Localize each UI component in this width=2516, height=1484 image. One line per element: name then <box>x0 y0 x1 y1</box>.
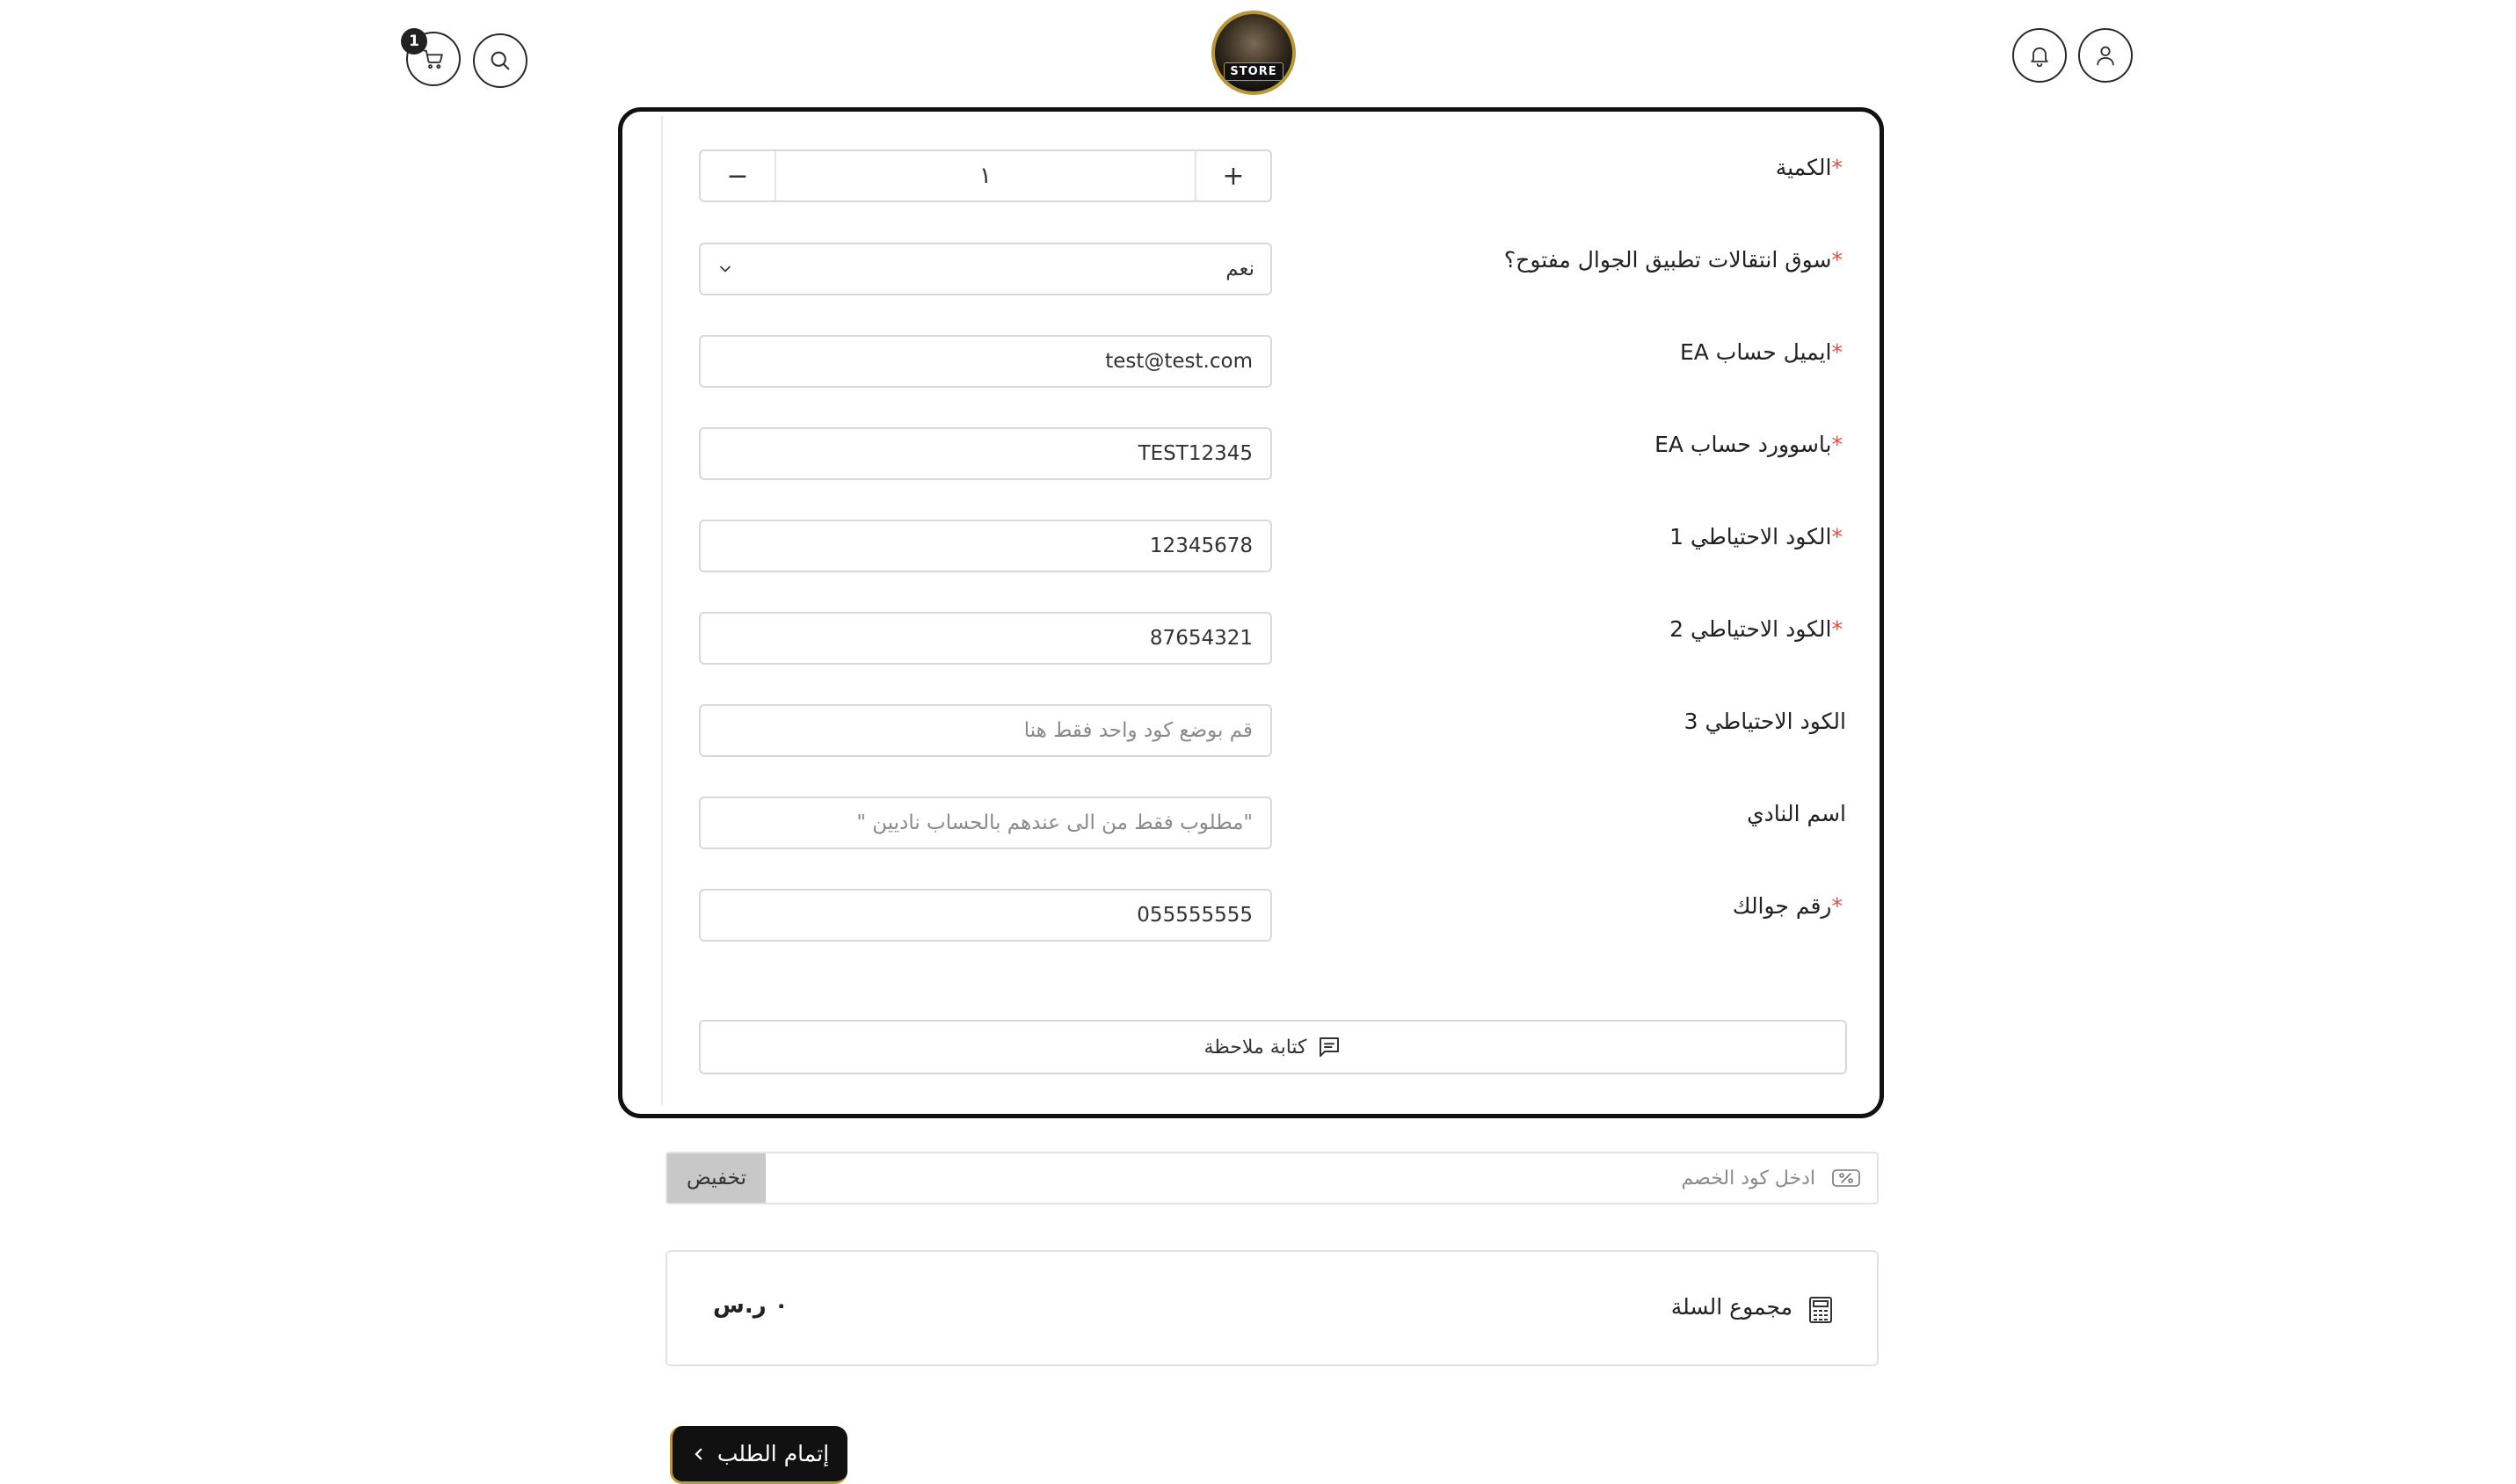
ea-password-label: *باسوورد حساب EA <box>1654 432 1843 457</box>
cart-count-badge: 1 <box>401 28 427 55</box>
cart-button[interactable] <box>406 32 461 86</box>
backup-code-2-label: *الكود الاحتياطي 2 <box>1669 616 1843 642</box>
market-open-select[interactable] <box>699 243 1272 295</box>
logo-text: STORE <box>1224 62 1283 81</box>
ea-email-label: *ايميل حساب EA <box>1679 339 1843 365</box>
search-icon <box>488 48 513 73</box>
apply-coupon-button[interactable]: تخفيض <box>667 1153 766 1203</box>
market-open-value: نعم <box>1225 258 1254 280</box>
calculator-icon <box>1808 1296 1833 1324</box>
cart-total-box <box>665 1250 1879 1366</box>
coupon-input[interactable] <box>766 1153 1877 1203</box>
cart-total-label: مجموع السلة <box>1670 1294 1792 1320</box>
divider <box>661 116 663 1105</box>
search-button[interactable] <box>473 33 527 88</box>
store-logo[interactable] <box>1211 11 1296 95</box>
cart-total-value: ٠ ر.س <box>713 1292 789 1319</box>
required-mark: * <box>1831 616 1843 642</box>
comment-icon <box>1316 1034 1342 1060</box>
increment-button[interactable]: + <box>1222 160 1245 192</box>
phone-field[interactable] <box>699 889 1272 942</box>
backup-code-3-label: الكود الاحتياطي 3 <box>1683 709 1846 734</box>
user-icon <box>2093 43 2118 68</box>
backup-code-1-field[interactable] <box>699 520 1272 572</box>
required-mark: * <box>1831 247 1843 273</box>
checkout-label: إتمام الطلب <box>716 1441 830 1466</box>
required-mark: * <box>1831 893 1843 919</box>
coupon-box <box>665 1152 1879 1204</box>
quantity-value[interactable]: ١ <box>774 151 1196 200</box>
add-note-label: كتابة ملاحظة <box>1203 1036 1307 1058</box>
phone-label: *رقم جوالك <box>1732 893 1843 919</box>
quantity-label: *الكمية <box>1775 155 1843 180</box>
backup-code-2-field[interactable] <box>699 612 1272 665</box>
market-open-label: *سوق انتقالات تطبيق الجوال مفتوح؟ <box>1503 247 1843 273</box>
required-mark: * <box>1831 432 1843 457</box>
notifications-button[interactable] <box>2012 28 2067 83</box>
required-mark: * <box>1831 524 1843 549</box>
required-mark: * <box>1831 155 1843 180</box>
decrement-button[interactable]: − <box>726 160 749 192</box>
ea-password-field[interactable] <box>699 427 1272 480</box>
club-name-label: اسم النادي <box>1747 801 1846 826</box>
quantity-stepper[interactable] <box>699 149 1272 202</box>
add-note-button[interactable] <box>699 1020 1847 1074</box>
club-name-field[interactable] <box>699 797 1272 849</box>
chevron-down-icon <box>716 260 734 278</box>
backup-code-3-field[interactable] <box>699 704 1272 757</box>
checkout-button[interactable] <box>670 1426 847 1484</box>
required-mark: * <box>1831 339 1843 365</box>
cart-icon <box>421 47 446 71</box>
ea-email-field[interactable] <box>699 335 1272 388</box>
account-button[interactable] <box>2078 28 2133 83</box>
bell-icon <box>2027 43 2052 68</box>
discount-tag-icon <box>1831 1166 1861 1190</box>
backup-code-1-label: *الكود الاحتياطي 1 <box>1669 524 1843 549</box>
chevron-left-icon <box>691 1446 707 1462</box>
